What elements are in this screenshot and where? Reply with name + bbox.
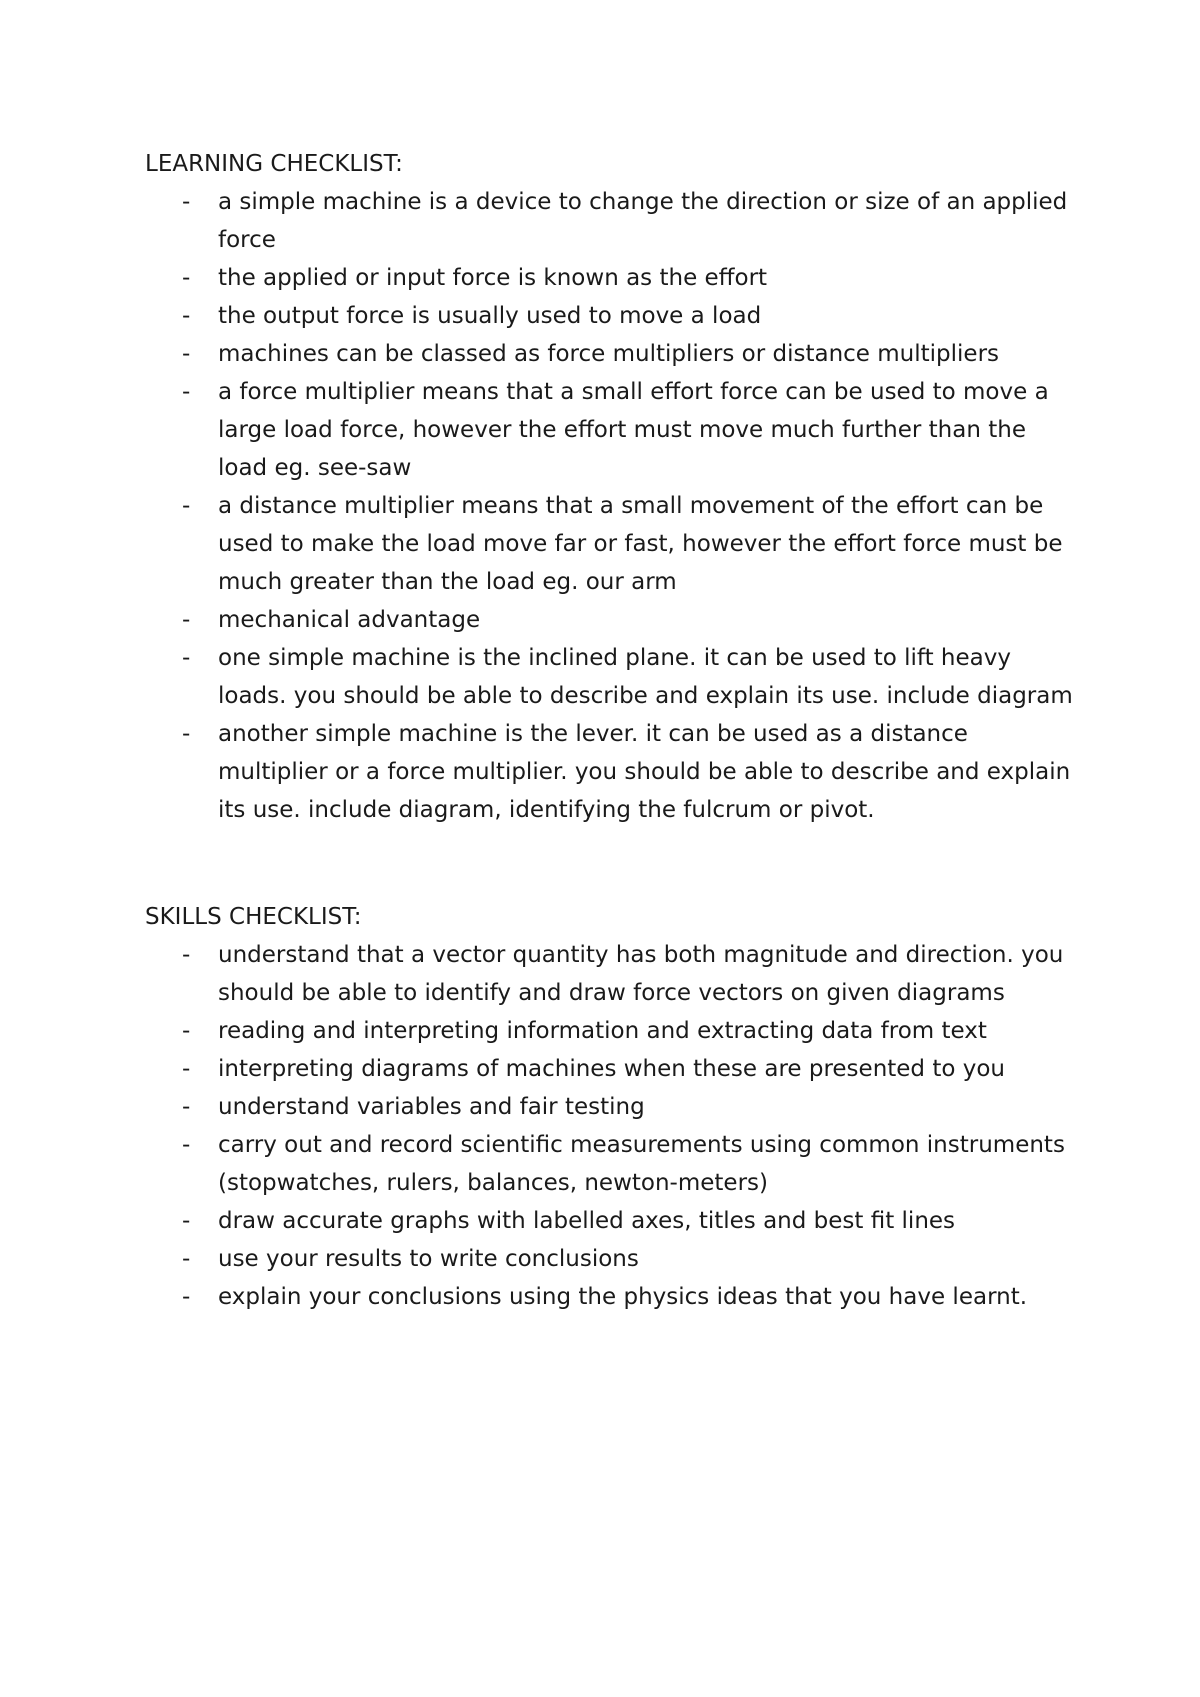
list-item-text: use your results to write conclusions [218,1246,639,1272]
learning-checklist-section [145,145,1075,829]
list-item-text: reading and interpreting information and extracting data from text [218,1018,987,1044]
list-item-text: a force multiplier means that a small effort force can be used to move a large load force, however the effort must move much further than the load eg. see-saw [218,379,1049,481]
list-item [145,297,1075,335]
dash-bullet: - [182,1246,191,1272]
list-item [145,1202,1075,1240]
list-item-text: one simple machine is the inclined plane. it can be used to lift heavy loads. you should be able to describe and explain its use. include diagram [218,645,1073,709]
list-item [145,373,1075,487]
list-item [145,1126,1075,1202]
list-item-text: mechanical advantage [218,607,481,633]
learning-checklist-heading: LEARNING CHECKLIST: [145,151,403,177]
list-item [145,715,1075,829]
list-item [145,183,1075,259]
list-item-text: understand variables and fair testing [218,1094,645,1120]
list-item [145,335,1075,373]
list-item-text: machines can be classed as force multipliers or distance multipliers [218,341,1000,367]
list-item-text: carry out and record scientific measurements using common instruments (stopwatches, rulers, balances, newton-meters) [218,1132,1065,1196]
list-item [145,487,1075,601]
dash-bullet: - [182,1208,191,1234]
list-item [145,1012,1075,1050]
list-item-text: explain your conclusions using the physics ideas that you have learnt. [218,1284,1028,1310]
list-item [145,1088,1075,1126]
list-item-text: interpreting diagrams of machines when these are presented to you [218,1056,1006,1082]
dash-bullet: - [182,1056,191,1082]
list-item [145,1278,1075,1316]
dash-bullet: - [182,379,191,405]
list-item-text: a distance multiplier means that a small movement of the effort can be used to make the load move far or fast, however the effort force must be much greater than the load eg. our arm [218,493,1063,595]
dash-bullet: - [182,341,191,367]
dash-bullet: - [182,721,191,747]
skills-checklist-list [145,936,1075,1316]
list-item [145,1240,1075,1278]
dash-bullet: - [182,942,191,968]
dash-bullet: - [182,1094,191,1120]
dash-bullet: - [182,189,191,215]
list-item-text: a simple machine is a device to change the direction or size of an applied force [218,189,1068,253]
dash-bullet: - [182,493,191,519]
list-item-text: understand that a vector quantity has both magnitude and direction. you should be able to identify and draw force vectors on given diagrams [218,942,1064,1006]
learning-checklist-list [145,183,1075,829]
list-item [145,601,1075,639]
list-item-text: the output force is usually used to move a load [218,303,762,329]
dash-bullet: - [182,1284,191,1310]
list-item [145,1050,1075,1088]
dash-bullet: - [182,1132,191,1158]
dash-bullet: - [182,303,191,329]
list-item [145,936,1075,1012]
dash-bullet: - [182,265,191,291]
skills-checklist-section [145,898,1075,1316]
dash-bullet: - [182,607,191,633]
dash-bullet: - [182,645,191,671]
list-item-text: the applied or input force is known as the effort [218,265,768,291]
dash-bullet: - [182,1018,191,1044]
skills-checklist-heading: SKILLS CHECKLIST: [145,904,362,930]
list-item [145,639,1075,715]
list-item [145,259,1075,297]
list-item-text: draw accurate graphs with labelled axes, titles and best fit lines [218,1208,956,1234]
list-item-text: another simple machine is the lever. it can be used as a distance multiplier or a force multiplier. you should be able to describe and explain its use. include diagram, identifying the fulcrum or pivot. [218,721,1071,823]
